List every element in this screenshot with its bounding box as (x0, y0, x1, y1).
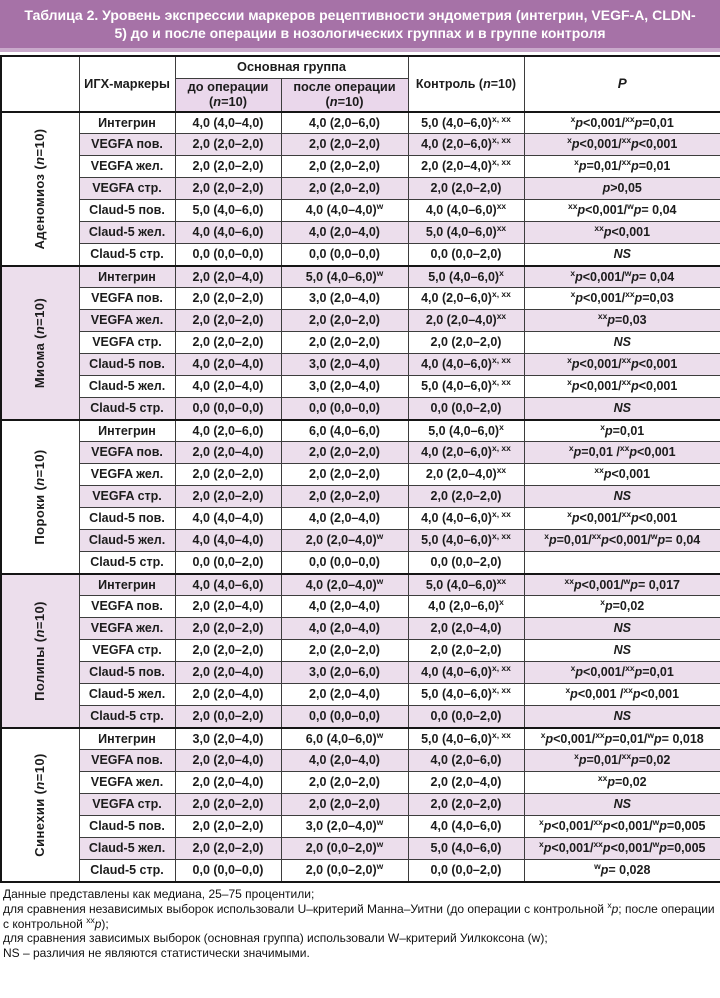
p-value-cell: $^{хх}$p<0,001/$^w$p= 0,04 (524, 200, 720, 222)
after-op-cell: 3,0 (2,0–6,0) (281, 662, 408, 684)
p-value-cell: NS (524, 486, 720, 508)
after-op-cell: 0,0 (0,0–0,0) (281, 244, 408, 266)
footnote-line: NS – различия не являются статистически значимыми. (3, 946, 310, 961)
after-op-cell: 2,0 (2,0–2,0) (281, 442, 408, 464)
after-op-cell: 0,0 (0,0–0,0) (281, 552, 408, 574)
p-value-cell: $^х$p<0,001/$^{хх}$p<0,001 (524, 354, 720, 376)
control-cell: 5,0 $(4,0-6,0)^х$ (408, 420, 524, 442)
after-op-cell: 4,0 (2,0–6,0) (281, 112, 408, 134)
marker-cell: VEGFA пов. (79, 134, 175, 156)
before-op-cell: 2,0 (2,0–2,0) (175, 640, 281, 662)
after-op-cell: 3,0 (2,0–4,0) (281, 354, 408, 376)
before-op-cell: 2,0 (2,0–2,0) (175, 156, 281, 178)
expression-table (0, 55, 720, 883)
marker-cell: Claud-5 жел. (79, 376, 175, 398)
after-op-cell: 2,0 (2,0–4,0) (281, 684, 408, 706)
p-value-cell: $^{хх}$p=0,03 (524, 310, 720, 332)
group-label-text: Аденомиоз (n=10) (32, 128, 48, 250)
p-value-cell: $^х$p<0,001/$^{хх}$p<0,001 (524, 376, 720, 398)
control-cell: 5,0 $(4,0-6,0)^{х, хх}$ (408, 530, 524, 552)
table-row (1, 244, 720, 266)
after-op-cell: 4,0 (2,0–4,0) (281, 596, 408, 618)
table-row (1, 508, 720, 530)
table-row (1, 772, 720, 794)
p-value-cell: $^х$p<0,001 /$^{хх}$p<0,001 (524, 684, 720, 706)
table-row (1, 530, 720, 552)
corner-cell (1, 56, 79, 112)
after-op-cell: 2,0 (2,0–2,0) (281, 332, 408, 354)
after-op-cell: 2,0 (2,0–2,0) (281, 640, 408, 662)
before-op-cell: 2,0 (2,0–2,0) (175, 464, 281, 486)
marker-cell: Claud-5 жел. (79, 222, 175, 244)
footnote-line: Данные представлены как медиана, 25–75 процентили; (3, 886, 315, 901)
p-value-cell: NS (524, 794, 720, 816)
after-op-cell: 2,0 (2,0–2,0) (281, 310, 408, 332)
after-op-cell: 2,0 (2,0–2,0) (281, 464, 408, 486)
group-label (1, 266, 79, 420)
marker-cell: Claud-5 пов. (79, 662, 175, 684)
marker-cell: VEGFA пов. (79, 596, 175, 618)
p-value-cell: NS (524, 332, 720, 354)
control-cell: 4,0 (4,0–6,0) (408, 816, 524, 838)
group-label-text: Синехии (n=10) (32, 753, 48, 857)
p-value-cell: $^х$p<0,001/$^{хх}$p<0,001/$^w$p=0,005 (524, 816, 720, 838)
footnotes (0, 883, 720, 961)
table-row (1, 134, 720, 156)
control-cell: 4,0 $(2,0-6,0)^х$ (408, 596, 524, 618)
after-op-cell: 2,0 $(2,0-4,0)^w$ (281, 530, 408, 552)
p-value-cell: $^х$p=0,01/$^{хх}$p=0,02 (524, 750, 720, 772)
control-cell: 2,0 (2,0–2,0) (408, 794, 524, 816)
before-op-cell: 2,0 (2,0–2,0) (175, 486, 281, 508)
control-cell: 5,0 $(4,0-6,0)^{х, хх}$ (408, 728, 524, 750)
marker-cell: Claud-5 пов. (79, 508, 175, 530)
before-op-cell: 4,0 (2,0–4,0) (175, 376, 281, 398)
table-row (1, 156, 720, 178)
control-cell: 4,0 $(2,0-6,0)^{х, хх}$ (408, 442, 524, 464)
before-op-cell: 0,0 (0,0–0,0) (175, 860, 281, 882)
before-op-cell: 4,0 (4,0–4,0) (175, 112, 281, 134)
table-row (1, 750, 720, 772)
table-row (1, 618, 720, 640)
column-header-after-op: после операции (n=10) (281, 79, 408, 112)
after-op-cell: 2,0 (2,0–2,0) (281, 772, 408, 794)
control-cell: 4,0 $(2,0-6,0)^{х, хх}$ (408, 288, 524, 310)
p-value-cell: NS (524, 640, 720, 662)
before-op-cell: 2,0 (2,0–2,0) (175, 310, 281, 332)
p-value-cell: $^х$p<0,001/$^{хх}$p<0,001 (524, 134, 720, 156)
before-op-cell: 2,0 (2,0–2,0) (175, 288, 281, 310)
group-label (1, 574, 79, 728)
before-op-cell: 3,0 (2,0–4,0) (175, 728, 281, 750)
p-value-cell: NS (524, 244, 720, 266)
after-op-cell: 2,0 (2,0–2,0) (281, 134, 408, 156)
control-cell: 0,0 (0,0–2,0) (408, 706, 524, 728)
column-header-p: P (524, 56, 720, 112)
before-op-cell: 2,0 (2,0–4,0) (175, 684, 281, 706)
group-label (1, 728, 79, 882)
table-row (1, 640, 720, 662)
column-header-main-group: Основная группа (175, 56, 408, 79)
table-row (1, 112, 720, 134)
table-row (1, 420, 720, 442)
before-op-cell: 2,0 (2,0–2,0) (175, 134, 281, 156)
table-row (1, 288, 720, 310)
p-value-cell: $^х$p=0,01/$^{хх}$p=0,01 (524, 156, 720, 178)
control-cell: 0,0 (0,0–2,0) (408, 860, 524, 882)
after-op-cell: 4,0 (2,0–4,0) (281, 508, 408, 530)
table-row (1, 860, 720, 882)
after-op-cell: 4,0 (2,0–4,0) (281, 618, 408, 640)
control-cell: 2,0 (2,0–2,0) (408, 332, 524, 354)
group-label-text: Миома (n=10) (32, 297, 48, 389)
p-value-cell: $^х$p<0,001/$^w$p= 0,04 (524, 266, 720, 288)
control-cell: 4,0 $(4,0-6,0)^{х, хх}$ (408, 508, 524, 530)
group-label (1, 420, 79, 574)
marker-cell: Интегрин (79, 574, 175, 596)
marker-cell: VEGFA пов. (79, 288, 175, 310)
before-op-cell: 4,0 (2,0–4,0) (175, 354, 281, 376)
marker-cell: VEGFA жел. (79, 464, 175, 486)
after-op-cell: 2,0 $(0,0-2,0)^w$ (281, 860, 408, 882)
control-cell: 5,0 $(4,0-6,0)^{х, хх}$ (408, 684, 524, 706)
table-row (1, 552, 720, 574)
before-op-cell: 2,0 (2,0–2,0) (175, 838, 281, 860)
control-cell: 5,0 $(4,0-6,0)^{х, хх}$ (408, 376, 524, 398)
after-op-cell: 0,0 (0,0–0,0) (281, 706, 408, 728)
table-row (1, 596, 720, 618)
p-value-cell: NS (524, 398, 720, 420)
table-row (1, 662, 720, 684)
before-op-cell: 4,0 (4,0–6,0) (175, 574, 281, 596)
before-op-cell: 0,0 (0,0–0,0) (175, 244, 281, 266)
p-value-cell: $^w$p= 0,028 (524, 860, 720, 882)
before-op-cell: 2,0 (2,0–4,0) (175, 442, 281, 464)
after-op-cell: 4,0 (2,0–4,0) (281, 750, 408, 772)
marker-cell: VEGFA стр. (79, 178, 175, 200)
control-cell: 4,0 $(4,0-6,0)^{хх}$ (408, 200, 524, 222)
before-op-cell: 2,0 (2,0–2,0) (175, 816, 281, 838)
marker-cell: VEGFA жел. (79, 618, 175, 640)
table-row (1, 376, 720, 398)
before-op-cell: 4,0 (2,0–6,0) (175, 420, 281, 442)
after-op-cell: 4,0 $(2,0-4,0)^w$ (281, 574, 408, 596)
p-value-cell: NS (524, 706, 720, 728)
marker-cell: Claud-5 пов. (79, 354, 175, 376)
p-value-cell: $^х$p<0,001/$^{хх}$p=0,03 (524, 288, 720, 310)
p-value-cell: $^х$p=0,01/$^{хх}$p<0,001/$^w$p= 0,04 (524, 530, 720, 552)
after-op-cell: 3,0 (2,0–4,0) (281, 376, 408, 398)
footnote-line: для сравнения зависимых выборок (основная группа) использовали W–критерий Уилкоксона (w); (3, 931, 548, 946)
control-cell: 0,0 (0,0–2,0) (408, 552, 524, 574)
control-cell: 2,0 (2,0–4,0) (408, 772, 524, 794)
control-cell: 4,0 $(4,0-6,0)^{х, хх}$ (408, 354, 524, 376)
marker-cell: VEGFA пов. (79, 750, 175, 772)
control-cell: 4,0 $(2,0-6,0)^{х, хх}$ (408, 134, 524, 156)
p-value-cell: $^{хх}$p<0,001 (524, 464, 720, 486)
marker-cell: Claud-5 стр. (79, 398, 175, 420)
table-row (1, 464, 720, 486)
table-row (1, 332, 720, 354)
table-row (1, 398, 720, 420)
p-value-cell: NS (524, 618, 720, 640)
marker-cell: Claud-5 стр. (79, 860, 175, 882)
marker-cell: Claud-5 жел. (79, 684, 175, 706)
before-op-cell: 2,0 (2,0–4,0) (175, 772, 281, 794)
before-op-cell: 2,0 (2,0–4,0) (175, 596, 281, 618)
column-header-before-op: до операции (n=10) (175, 79, 281, 112)
table-row (1, 310, 720, 332)
control-cell: 2,0 (2,0–4,0) (408, 618, 524, 640)
p-value-cell: $^х$p<0,001/$^{хх}$p=0,01/$^w$p= 0,018 (524, 728, 720, 750)
marker-cell: Claud-5 пов. (79, 816, 175, 838)
control-cell: 2,0 (2,0–2,0) (408, 178, 524, 200)
after-op-cell: 6,0 $(4,0-6,0)^w$ (281, 728, 408, 750)
control-cell: 5,0 (4,0–6,0) (408, 838, 524, 860)
control-cell: 2,0 $(2,0-4,0)^{хх}$ (408, 464, 524, 486)
control-cell: 0,0 (0,0–2,0) (408, 244, 524, 266)
after-op-cell: 0,0 (0,0–0,0) (281, 398, 408, 420)
p-value-cell: $^х$p=0,01 (524, 420, 720, 442)
table-row (1, 222, 720, 244)
control-cell: 5,0 $(4,0-6,0)^{х, хх}$ (408, 112, 524, 134)
before-op-cell: 4,0 (4,0–4,0) (175, 530, 281, 552)
marker-cell: VEGFA стр. (79, 332, 175, 354)
marker-cell: Claud-5 жел. (79, 530, 175, 552)
table-row (1, 486, 720, 508)
p-value-cell (524, 552, 720, 574)
table-row (1, 816, 720, 838)
group-label-text: Полипы (n=10) (32, 601, 48, 701)
table-row (1, 706, 720, 728)
after-op-cell: 2,0 (2,0–2,0) (281, 178, 408, 200)
control-cell: 4,0 $(4,0-6,0)^{х, хх}$ (408, 662, 524, 684)
control-cell: 2,0 (2,0–2,0) (408, 640, 524, 662)
marker-cell: Интегрин (79, 728, 175, 750)
p-value-cell: p>0,05 (524, 178, 720, 200)
marker-cell: VEGFA стр. (79, 486, 175, 508)
after-op-cell: 3,0 $(2,0-4,0)^w$ (281, 816, 408, 838)
control-cell: 5,0 $(4,0-6,0)^{хх}$ (408, 574, 524, 596)
p-value-cell: $^х$p=0,02 (524, 596, 720, 618)
after-op-cell: 2,0 (2,0–2,0) (281, 486, 408, 508)
p-value-cell: $^х$p=0,01 /$^{хх}$p<0,001 (524, 442, 720, 464)
table-row (1, 266, 720, 288)
marker-cell: VEGFA стр. (79, 794, 175, 816)
before-op-cell: 2,0 (2,0–2,0) (175, 332, 281, 354)
after-op-cell: 5,0 $(4,0-6,0)^w$ (281, 266, 408, 288)
control-cell: 5,0 $(4,0-6,0)^{хх}$ (408, 222, 524, 244)
p-value-cell: $^х$p<0,001/$^{хх}$p<0,001/$^w$p=0,005 (524, 838, 720, 860)
marker-cell: Claud-5 жел. (79, 838, 175, 860)
p-value-cell: $^х$p<0,001/$^{хх}$p=0,01 (524, 112, 720, 134)
after-op-cell: 3,0 (2,0–4,0) (281, 288, 408, 310)
marker-cell: VEGFA пов. (79, 442, 175, 464)
table-row (1, 794, 720, 816)
table-row (1, 728, 720, 750)
p-value-cell: $^х$p<0,001/$^{хх}$p=0,01 (524, 662, 720, 684)
marker-cell: VEGFA жел. (79, 310, 175, 332)
marker-cell: VEGFA жел. (79, 772, 175, 794)
control-cell: 2,0 $(2,0-4,0)^{хх}$ (408, 310, 524, 332)
group-label (1, 112, 79, 266)
before-op-cell: 2,0 (0,0–2,0) (175, 706, 281, 728)
before-op-cell: 2,0 (2,0–2,0) (175, 178, 281, 200)
after-op-cell: 2,0 (2,0–2,0) (281, 794, 408, 816)
p-value-cell: $^{хх}$p<0,001/$^w$p= 0,017 (524, 574, 720, 596)
column-header-control: Контроль (n=10) (408, 56, 524, 112)
control-cell: 2,0 $(2,0-4,0)^{х, хх}$ (408, 156, 524, 178)
marker-cell: Claud-5 стр. (79, 706, 175, 728)
after-op-cell: 6,0 (4,0–6,0) (281, 420, 408, 442)
column-header-markers: ИГХ-маркеры (79, 56, 175, 112)
marker-cell: Интегрин (79, 420, 175, 442)
control-cell: 5,0 $(4,0-6,0)^х$ (408, 266, 524, 288)
before-op-cell: 0,0 (0,0–0,0) (175, 398, 281, 420)
marker-cell: Claud-5 пов. (79, 200, 175, 222)
after-op-cell: 4,0 (2,0–4,0) (281, 222, 408, 244)
marker-cell: Claud-5 стр. (79, 244, 175, 266)
before-op-cell: 4,0 (4,0–4,0) (175, 508, 281, 530)
table-row (1, 442, 720, 464)
after-op-cell: 2,0 $(0,0-2,0)^w$ (281, 838, 408, 860)
group-label-text: Пороки (n=10) (32, 449, 48, 545)
before-op-cell: 4,0 (4,0–6,0) (175, 222, 281, 244)
marker-cell: Интегрин (79, 266, 175, 288)
control-cell: 2,0 (2,0–2,0) (408, 486, 524, 508)
table-row (1, 574, 720, 596)
before-op-cell: 2,0 (2,0–4,0) (175, 266, 281, 288)
p-value-cell: $^х$p<0,001/$^{хх}$p<0,001 (524, 508, 720, 530)
table-row (1, 684, 720, 706)
p-value-cell: $^{хх}$p<0,001 (524, 222, 720, 244)
after-op-cell: 2,0 (2,0–2,0) (281, 156, 408, 178)
control-cell: 4,0 (2,0–6,0) (408, 750, 524, 772)
marker-cell: VEGFA стр. (79, 640, 175, 662)
after-op-cell: 4,0 $(4,0-4,0)^w$ (281, 200, 408, 222)
table-row (1, 838, 720, 860)
table-row (1, 354, 720, 376)
before-op-cell: 2,0 (2,0–4,0) (175, 750, 281, 772)
p-value-cell: $^{хх}$p=0,02 (524, 772, 720, 794)
before-op-cell: 2,0 (2,0–4,0) (175, 662, 281, 684)
marker-cell: Интегрин (79, 112, 175, 134)
before-op-cell: 2,0 (2,0–2,0) (175, 794, 281, 816)
control-cell: 0,0 (0,0–2,0) (408, 398, 524, 420)
before-op-cell: 2,0 (2,0–2,0) (175, 618, 281, 640)
marker-cell: Claud-5 стр. (79, 552, 175, 574)
table-row (1, 178, 720, 200)
before-op-cell: 0,0 (0,0–2,0) (175, 552, 281, 574)
table-row (1, 200, 720, 222)
before-op-cell: 5,0 (4,0–6,0) (175, 200, 281, 222)
footnote-line: для сравнения независимых выборок использовали U–критерий Манна–Уитни (до операции с контрольной $^х$p; после операции с контрольной $^{хх}$p); (3, 899, 715, 931)
marker-cell: VEGFA жел. (79, 156, 175, 178)
table-title: Таблица 2. Уровень экспрессии маркеров рецептивности эндометрия (интегрин, VEGF-A, CLDN-5) до и после операции в нозологических группах и в группе контроля (0, 0, 720, 52)
